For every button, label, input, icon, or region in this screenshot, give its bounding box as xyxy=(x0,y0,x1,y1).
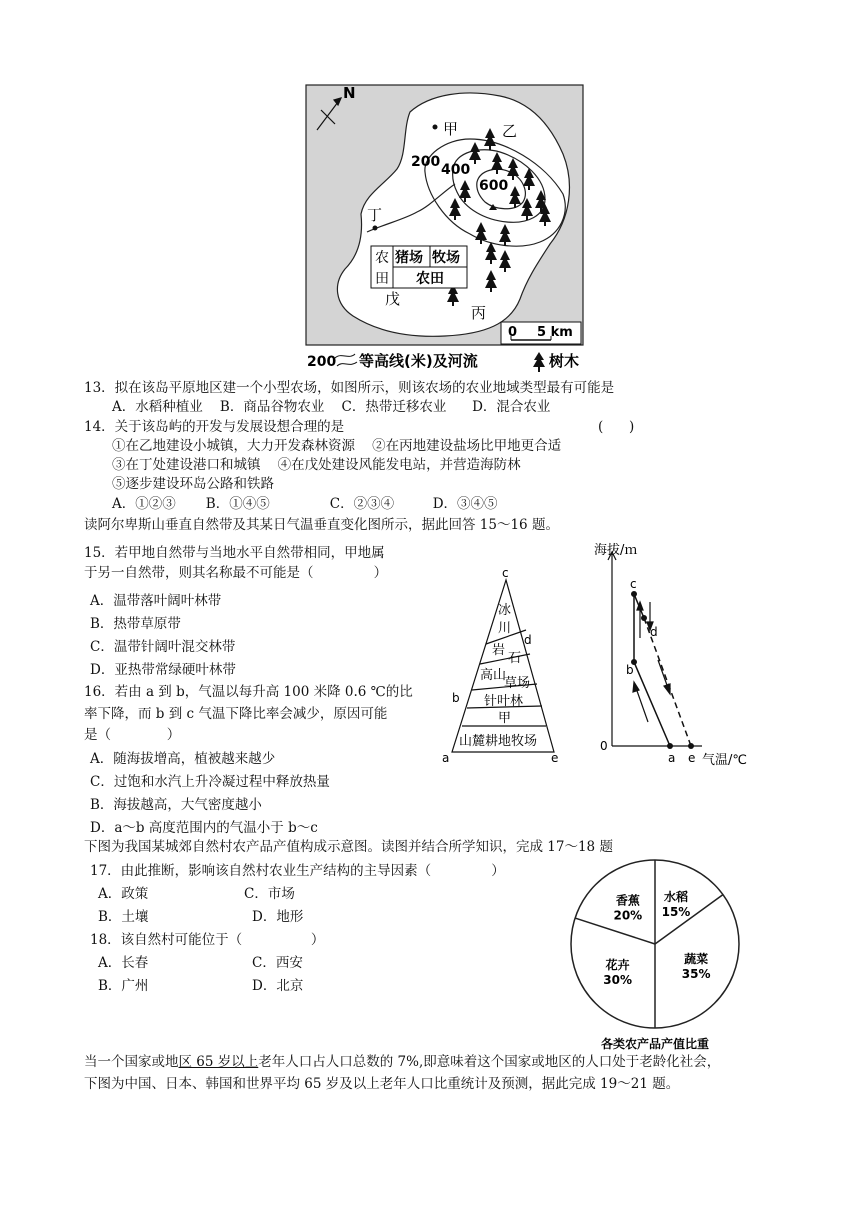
intro-15-16: 读阿尔卑斯山垂直自然带及其某日气温垂直变化图所示，据此回答 15～16 题。 xyxy=(84,517,559,533)
bottom-line1-a: 当一个国家或地 xyxy=(84,1054,179,1070)
farm-nongtian-left-2: 田 xyxy=(375,271,389,287)
legend-contour-label: 等高线(米)及河流 xyxy=(359,352,478,370)
tri-gaoshan: 高山 xyxy=(480,668,507,683)
q15-option-b: B．热带草原带 xyxy=(90,616,181,632)
pie-label-4: 香蕉 xyxy=(615,893,640,908)
tri-shi: 石 xyxy=(508,651,522,666)
q18-stem: 18．该自然村可能位于（ ） xyxy=(90,932,325,948)
temperature-altitude-graph xyxy=(578,536,768,768)
scale-dist: 5 km xyxy=(537,325,573,340)
pie-value-3: 30% xyxy=(603,973,632,988)
point-jia: 甲 xyxy=(443,120,459,138)
point-ding-dot xyxy=(373,226,378,231)
bottom-line2: 下图为中国、日本、韩国和世界平均 65 岁及以上老年人口比重统计及预测，据此完成 19～21 题。 xyxy=(84,1076,680,1092)
tri-a: a xyxy=(442,751,450,765)
q17-stem: 17．由此推断，影响该自然村农业生产结构的主导因素（ ） xyxy=(90,863,505,879)
q14-options: A．①②③ B．①④⑤ C．②③④ D．③④⑤ xyxy=(112,496,498,512)
q15-line1: 15．若甲地自然带与当地水平自然带相同，甲地属 xyxy=(84,545,385,561)
bottom-line1 xyxy=(84,1053,720,1071)
scale-zero: 0 xyxy=(508,325,518,340)
q16-line2: 率下降，而 b 到 c 气温下降比率会减少，原因可能 xyxy=(84,706,388,722)
tri-c: c xyxy=(502,566,509,580)
contour-600: 600 xyxy=(479,178,509,194)
q15-option-d: D．亚热带常绿硬叶林带 xyxy=(90,662,236,678)
pie-value-2: 35% xyxy=(681,966,711,981)
q15-option-c: C．温带针阔叶混交林带 xyxy=(90,639,236,655)
point-jia-dot xyxy=(433,125,438,130)
q15-line2-c: 可能是（ ） xyxy=(259,565,388,581)
island-map xyxy=(305,84,585,374)
farm-nongtian-left-1: 农 xyxy=(375,250,389,266)
q17-option-a: A．政策 xyxy=(98,886,149,902)
tri-d: d xyxy=(524,633,532,647)
intro-17-18: 下图为我国某城郊自然村农产品产值构成示意图。读图并结合所学知识，完成 17～18 题 xyxy=(84,839,613,855)
q17-option-d: D．地形 xyxy=(252,909,304,925)
q17-option-c: C．市场 xyxy=(244,886,295,902)
bottom-line1-underlined: 区 65 岁以上 xyxy=(178,1054,259,1070)
q18-option-a: A．长春 xyxy=(98,955,149,971)
north-label: N xyxy=(343,84,356,102)
q15-line2 xyxy=(84,564,387,582)
graph-ylabel: 海拔/ｍ xyxy=(594,543,638,558)
pie-title: 各类农产品产值比重 xyxy=(600,1037,710,1051)
tri-zhenye: 针叶林 xyxy=(484,694,524,709)
graph-point-a xyxy=(667,743,673,749)
pie-chart xyxy=(560,856,750,1056)
contour-200: 200 xyxy=(411,154,441,170)
q14-line1: ①在乙地建设小城镇，大力开发森林资源 ②在丙地建设盐场比甲地更合适 xyxy=(112,438,562,454)
q13-options: A．水稻种植业 B．商品谷物农业 C．热带迁移农业 D．混合农业 xyxy=(112,399,551,415)
farm-muchang: 牧场 xyxy=(432,250,460,266)
point-wu: 戊 xyxy=(385,290,401,308)
pie-label-1: 水稻 xyxy=(663,889,688,904)
q17-option-b: B．土壤 xyxy=(98,909,149,925)
pie-label-2: 蔬菜 xyxy=(684,951,709,966)
tri-shanlu: 山麓耕地牧场 xyxy=(459,734,538,749)
q16-line1: 16．若由 a 到 b，气温以每升高 100 米降 0.6 ℃的比 xyxy=(84,684,413,700)
vertical-zone-triangle xyxy=(440,566,570,766)
q15-line2-a: 于另一自然带，则其名称最 xyxy=(84,565,246,581)
q18-option-c: C．西安 xyxy=(252,955,303,971)
graph-origin: 0 xyxy=(600,739,608,753)
q13-stem: 13．拟在该岛平原地区建一个小型农场，如图所示，则该农场的农业地域类型最有可能是 xyxy=(84,380,615,396)
farm-zhuchang: 猪场 xyxy=(395,250,423,266)
q14-line3: ⑤逐步建设环岛公路和铁路 xyxy=(112,476,274,492)
farm-nongtian: 农田 xyxy=(416,271,444,287)
tri-bing2: 川 xyxy=(498,621,512,636)
q14-paren: ( ) xyxy=(598,419,635,435)
bottom-line1-c: 老年人口占人口总数的 7%,即意味着这个国家或地区的人口处于老龄化社会， xyxy=(258,1054,721,1070)
pie-label-3: 花卉 xyxy=(605,958,630,973)
legend-contour-num: 200 xyxy=(307,354,337,370)
legend-tree-label: 树木 xyxy=(549,352,580,370)
q14-line2: ③在丁处建设港口和城镇 ④在戊处建设风能发电站，并营造海防林 xyxy=(112,457,521,473)
pie-value-1: 15% xyxy=(661,904,691,919)
legend-tree-icon xyxy=(533,352,545,372)
point-yi: 乙 xyxy=(502,122,518,140)
tri-b: b xyxy=(452,691,460,705)
q16-option-b: B．海拔越高，大气密度越小 xyxy=(90,797,262,813)
point-bing: 丙 xyxy=(471,304,487,322)
graph-b: b xyxy=(626,663,634,677)
graph-d: d xyxy=(650,625,658,639)
q18-option-b: B．广州 xyxy=(98,978,149,994)
graph-c: c xyxy=(630,577,637,591)
graph-e: e xyxy=(688,751,696,765)
contour-400: 400 xyxy=(441,162,471,178)
tri-e: e xyxy=(551,751,559,765)
graph-point-c xyxy=(631,591,637,597)
point-ding: 丁 xyxy=(367,206,383,224)
q16-option-d: D．a～b 高度范围内的气温小于 b～c xyxy=(90,820,318,836)
graph-xlabel: 气温/℃ xyxy=(702,753,747,768)
q14-stem: 14．关于该岛屿的开发与发展设想合理的是 xyxy=(84,419,345,435)
q15-option-a: A．温带落叶阔叶林带 xyxy=(90,593,222,609)
q15-emphasis: 不 xyxy=(246,565,260,581)
graph-a: a xyxy=(668,751,676,765)
q18-option-d: D．北京 xyxy=(252,978,304,994)
pie-value-4: 20% xyxy=(613,908,643,923)
q16-line3: 是（ ） xyxy=(84,727,181,743)
graph-point-d xyxy=(641,615,647,621)
legend-contour-icon xyxy=(335,354,357,366)
q16-option-c: C．过饱和水汽上升冷凝过程中释放热量 xyxy=(90,774,330,790)
tri-jia: 甲 xyxy=(498,711,512,726)
graph-point-e xyxy=(688,743,694,749)
tri-yan: 岩 xyxy=(492,643,506,658)
tri-bing1: 冰 xyxy=(498,603,512,618)
tri-caochang: 草场 xyxy=(504,676,531,691)
q16-option-a: A．随海拔增高，植被越来越少 xyxy=(90,751,276,767)
